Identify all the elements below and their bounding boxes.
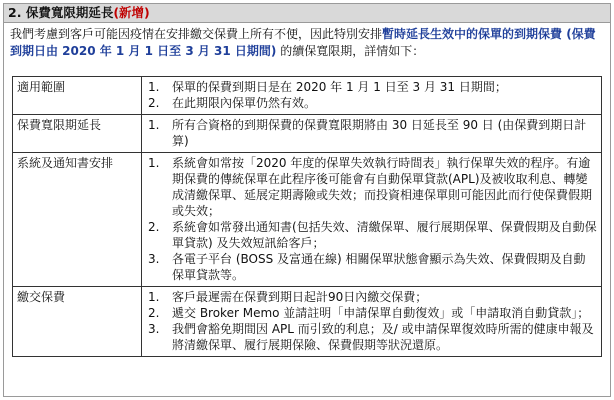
list-item: [146, 155, 597, 219]
document-section: [3, 3, 611, 397]
item-text: 系統會如常發出通知書(包括失效、清繳保單、履行展期保單、保費假期及自動保單貸款) 及失效短訊給客戶；: [172, 220, 597, 250]
intro-paragraph: [4, 23, 610, 73]
row-label: 系統及通知書安排: [13, 153, 142, 287]
item-text: 系統會如常按「2020 年度的保單失效執行時間表」執行保單失效的程序。有逾期保費的傳統保單在此程序後可能會有自動保單貸款(APL)及被收取利息、轉變成清繳保單、延展定期壽險或失效；而投資相連保單則可能因此而行使保費假期或失效；: [172, 156, 593, 218]
list-item: [146, 321, 597, 353]
table-row: [13, 153, 602, 287]
row-content: [142, 77, 602, 115]
item-number: 1.: [148, 156, 160, 170]
new-tag: (新增): [113, 5, 150, 20]
item-number: 1.: [148, 290, 160, 304]
intro-text-start: 我們考慮到客戶可能因疫情在安排繳交保費上所有不便，因此特別安排: [10, 27, 383, 41]
table-row: [13, 287, 602, 357]
section-number: 2.: [8, 5, 22, 20]
row-label: 適用範圍: [13, 77, 142, 115]
list-item: [146, 79, 597, 95]
item-number: 2.: [148, 96, 160, 110]
item-text: 在此期限內保單仍然有效。: [172, 96, 317, 110]
list-item: [146, 219, 597, 251]
list-item: [146, 95, 597, 111]
item-number: 2.: [148, 220, 160, 234]
item-text: 各電子平台 (BOSS 及富通在線) 相關保單狀態會顯示為失效、保費假期及自動保單貸款等。: [172, 252, 586, 282]
item-number: 3.: [148, 322, 160, 336]
list-item: [146, 289, 597, 305]
list-item: [146, 251, 597, 283]
item-list: [146, 117, 597, 149]
item-text: 客戶最遲需在保費到期日起計90日內繳交保費；: [172, 290, 428, 304]
item-text: 遞交 Broker Memo 並請註明「申請保單自動復效」或「申請取消自動貸款」；: [172, 306, 590, 320]
item-number: 3.: [148, 252, 160, 266]
list-item: [146, 305, 597, 321]
item-text: 所有合資格的到期保費的保費寬限期將由 30 日延長至 90 日 (由保費到期日計算): [172, 118, 587, 148]
item-text: 保單的保費到期日是在 2020 年 1 月 1 日至 3 月 31 日期間；: [172, 80, 507, 94]
intro-text-end: 的續保寬限期，詳情如下：: [276, 44, 425, 58]
row-label: 繳交保費: [13, 287, 142, 357]
list-item: [146, 117, 597, 149]
item-list: [146, 79, 597, 111]
intro-highlight: 暫時延長生效中的保單的到期保費 (保費到期日由 2020 年 1 月 1 日至 3 月 31 日期間): [10, 27, 596, 58]
row-content: [142, 287, 602, 357]
item-text: 我們會豁免期間因 APL 而引致的利息；及/ 或申請保單復效時所需的健康申報及將清繳保單、履行展期保險、保費假期等狀況還原。: [172, 322, 594, 352]
item-list: [146, 289, 597, 353]
table-row: [13, 115, 602, 153]
item-number: 1.: [148, 80, 160, 94]
row-content: [142, 153, 602, 287]
section-header: [4, 4, 610, 23]
section-title: 保費寬限期延長: [25, 5, 114, 20]
table-row: [13, 77, 602, 115]
row-label: 保費寬限期延長: [13, 115, 142, 153]
row-content: [142, 115, 602, 153]
terms-table: [12, 76, 602, 357]
item-number: 2.: [148, 306, 160, 320]
item-number: 1.: [148, 118, 160, 132]
item-list: [146, 155, 597, 283]
